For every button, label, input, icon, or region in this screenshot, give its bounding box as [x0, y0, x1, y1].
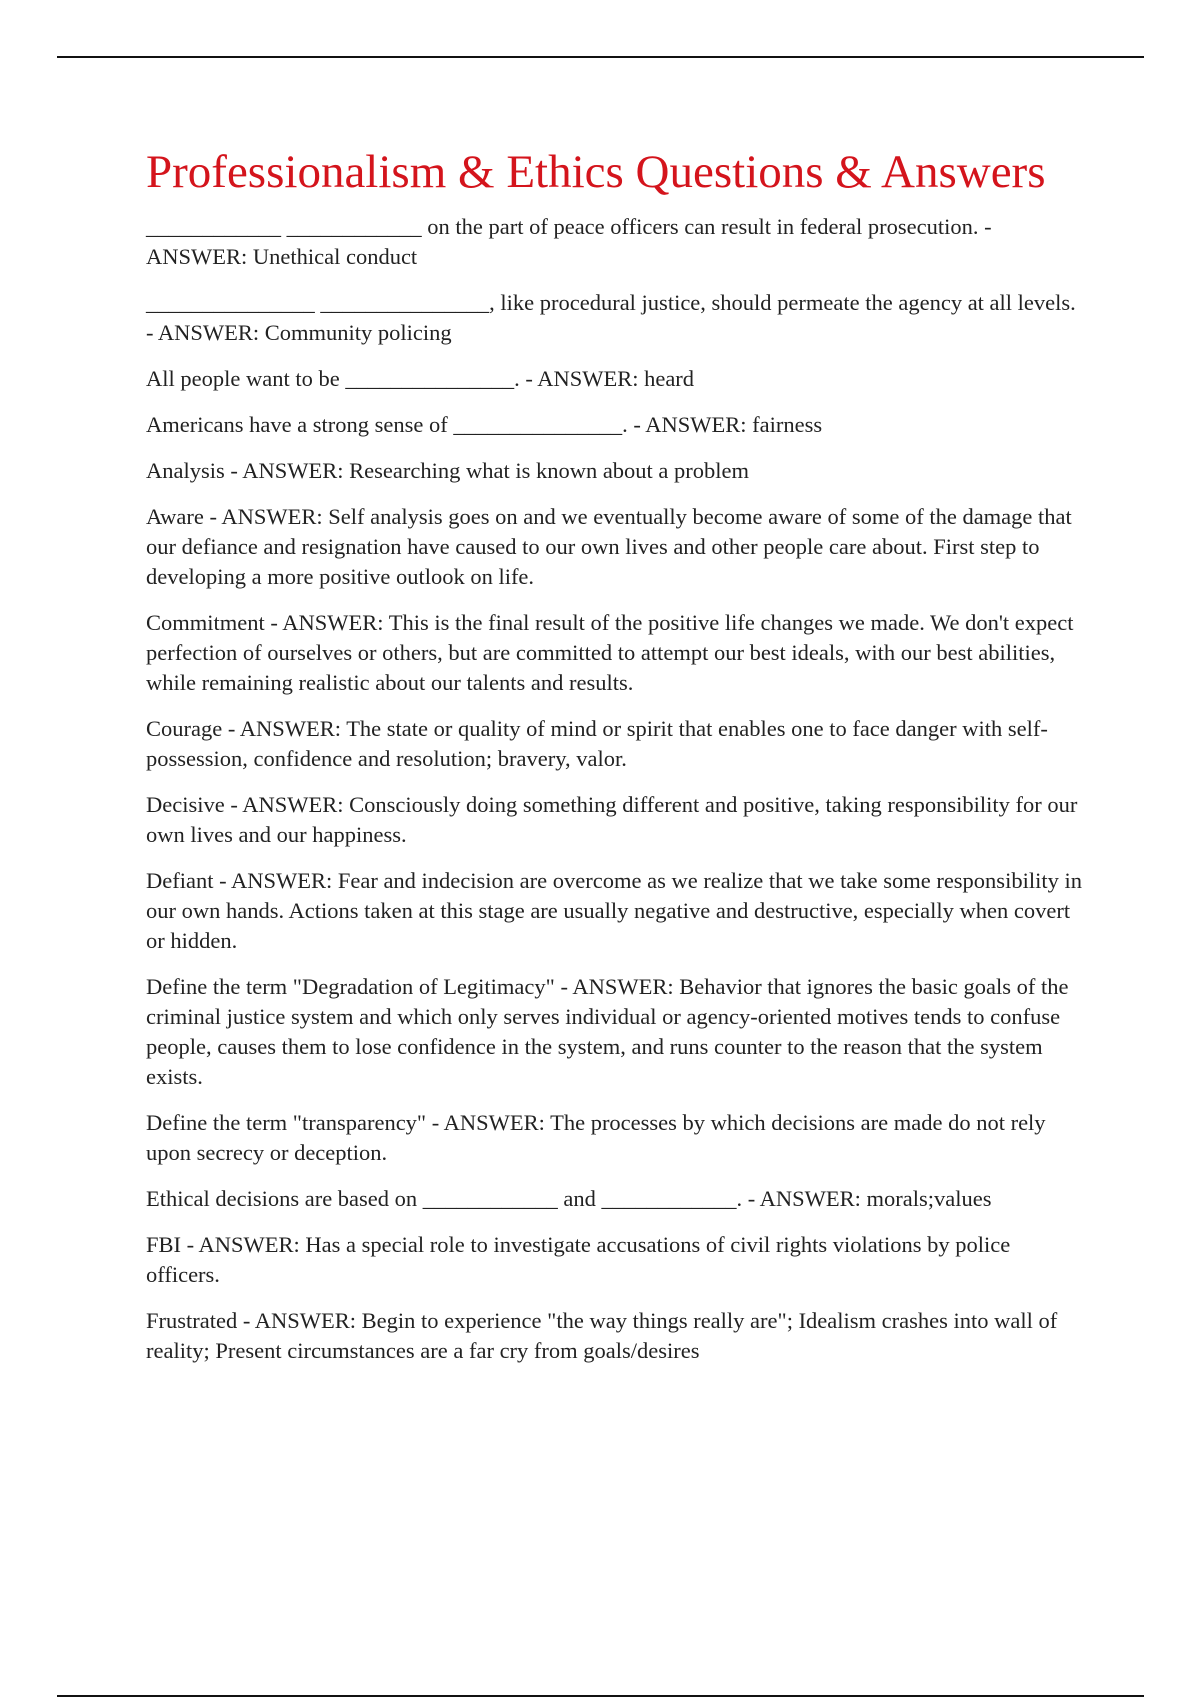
qa-entry: Aware - ANSWER: Self analysis goes on and we eventually become aware of some of the damage that our defiance and resignation have caused to our own lives and other people care about. First step to developing a more positive outlook on life.	[146, 504, 1072, 589]
qa-entry: FBI - ANSWER: Has a special role to investigate accusations of civil rights violations by police officers.	[146, 1232, 1011, 1287]
qa-entry: Define the term "transparency" - ANSWER: The processes by which decisions are made do not rely upon secrecy or deception.	[146, 1110, 1046, 1165]
qa-entry: Ethical decisions are based on ____________ and ____________. - ANSWER: morals;values	[146, 1186, 992, 1211]
top-rule	[57, 56, 1144, 58]
qa-entry: Courage - ANSWER: The state or quality of mind or spirit that enables one to face danger with self-possession, confidence and resolution; bravery, valor.	[146, 716, 1048, 771]
qa-entry: Americans have a strong sense of _______________. - ANSWER: fairness	[146, 412, 823, 437]
page-title: Professionalism & Ethics Questions & Answers	[146, 146, 1046, 198]
qa-entry: Define the term "Degradation of Legitimacy" - ANSWER: Behavior that ignores the basic goals of the criminal justice system and which only serves individual or agency-oriented motives tends to confuse people, causes them to lose confidence in the system, and runs counter to the reason that the system exists.	[146, 974, 1069, 1089]
qa-entry: Decisive - ANSWER: Consciously doing something different and positive, taking responsibility for our own lives and our happiness.	[146, 792, 1078, 847]
qa-entry: Defiant - ANSWER: Fear and indecision are overcome as we realize that we take some responsibility in our own hands. Actions taken at this stage are usually negative and destructive, especially when covert or hidden.	[146, 868, 1082, 953]
bottom-rule	[57, 1695, 1144, 1697]
qa-entry: _______________ _______________, like procedural justice, should permeate the agency at all levels. - ANSWER: Community policing	[146, 290, 1076, 345]
document-body	[146, 144, 1086, 1382]
qa-entry: Frustrated - ANSWER: Begin to experience "the way things really are"; Idealism crashes into wall of reality; Present circumstances are a far cry from goals/desires	[146, 1308, 1058, 1363]
qa-entry: ____________ ____________ on the part of peace officers can result in federal prosecution. - ANSWER: Unethical conduct	[146, 214, 992, 269]
qa-entry: All people want to be _______________. - ANSWER: heard	[146, 366, 695, 391]
qa-entry: Analysis - ANSWER: Researching what is known about a problem	[146, 458, 750, 483]
qa-entry: Commitment - ANSWER: This is the final result of the positive life changes we made. We don't expect perfection of ourselves or others, but are committed to attempt our best ideals, with our best abilities, while remaining realistic about our talents and results.	[146, 610, 1074, 695]
